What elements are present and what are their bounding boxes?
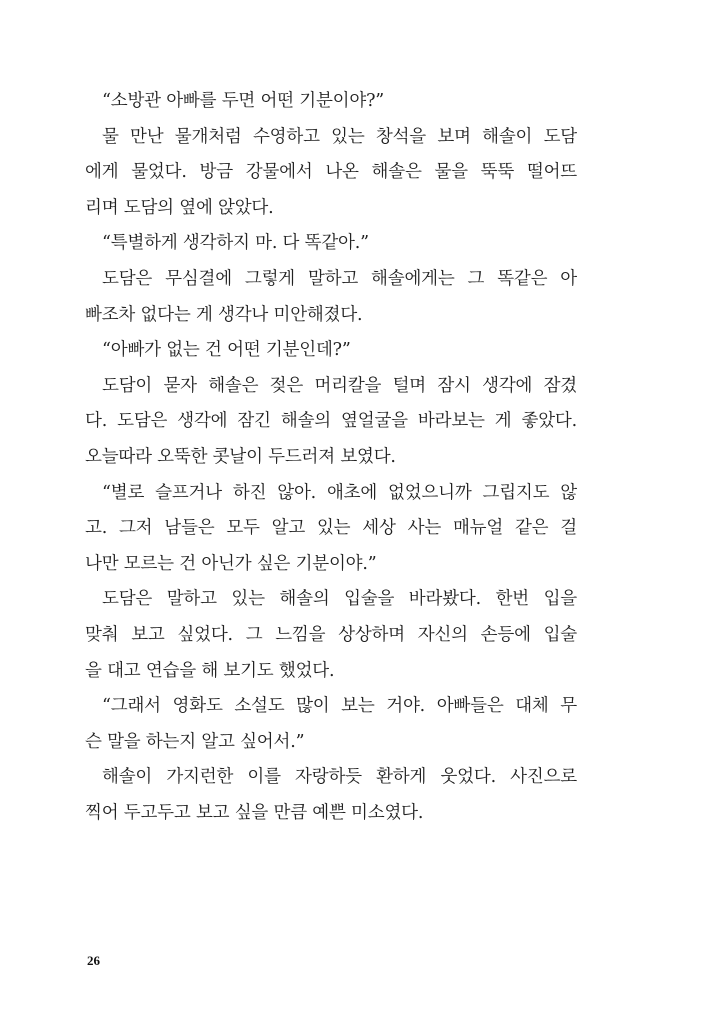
text-line: 도담은 말하고 있는 해솔의 입술을 바라봤다. 한번 입을 xyxy=(102,589,577,610)
text-line: “특별하게 생각하지 마. 다 똑같아.” xyxy=(102,233,369,254)
text-line: 오늘따라 오뚝한 콧날이 두드러져 보였다. xyxy=(85,446,396,467)
text-line: 맞춰 보고 싶었다. 그 느낌을 상상하며 자신의 손등에 입술 xyxy=(85,624,577,645)
text-line: 다. 도담은 생각에 잠긴 해솔의 옆얼굴을 바라보는 게 좋았다. xyxy=(85,411,577,432)
page-number: 26 xyxy=(87,953,100,968)
text-line: “아빠가 없는 건 어떤 기분인데?” xyxy=(102,340,351,361)
text-line: 리며 도담의 옆에 앉았다. xyxy=(85,197,274,218)
text-line: 해솔이 가지런한 이를 자랑하듯 환하게 웃었다. 사진으로 xyxy=(102,767,577,788)
text-line: “소방관 아빠를 두면 어떤 기분이야?” xyxy=(102,91,384,111)
text-line: 도담은 무심결에 그렇게 말하고 해솔에게는 그 똑같은 아 xyxy=(102,268,577,289)
body-text xyxy=(85,84,577,831)
text-line: 물 만난 물개처럼 수영하고 있는 창석을 보며 해솔이 도담 xyxy=(102,126,577,147)
text-line: 나만 모르는 건 아닌가 싶은 기분이야.” xyxy=(85,553,377,574)
text-line: 도담이 묻자 해솔은 젖은 머리칼을 털며 잠시 생각에 잠겼 xyxy=(102,375,577,396)
text-line: 고. 그저 남들은 모두 알고 있는 세상 사는 매뉴얼 같은 걸 xyxy=(85,518,577,539)
text-line: 빠조차 없다는 게 생각나 미안해졌다. xyxy=(85,304,363,325)
text-line: 을 대고 연습을 해 보기도 했었다. xyxy=(85,660,335,681)
text-line: 슨 말을 하는지 알고 싶어서.” xyxy=(85,731,305,752)
text-line: 에게 물었다. 방금 강물에서 나온 해솔은 물을 뚝뚝 떨어뜨 xyxy=(85,162,577,183)
text-line: “별로 슬프거나 하진 않아. 애초에 없었으니까 그립지도 않 xyxy=(102,482,577,503)
text-line: 찍어 두고두고 보고 싶을 만큼 예쁜 미소였다. xyxy=(85,802,424,823)
text-line: “그래서 영화도 소설도 많이 보는 거야. 아빠들은 대체 무 xyxy=(102,696,577,717)
